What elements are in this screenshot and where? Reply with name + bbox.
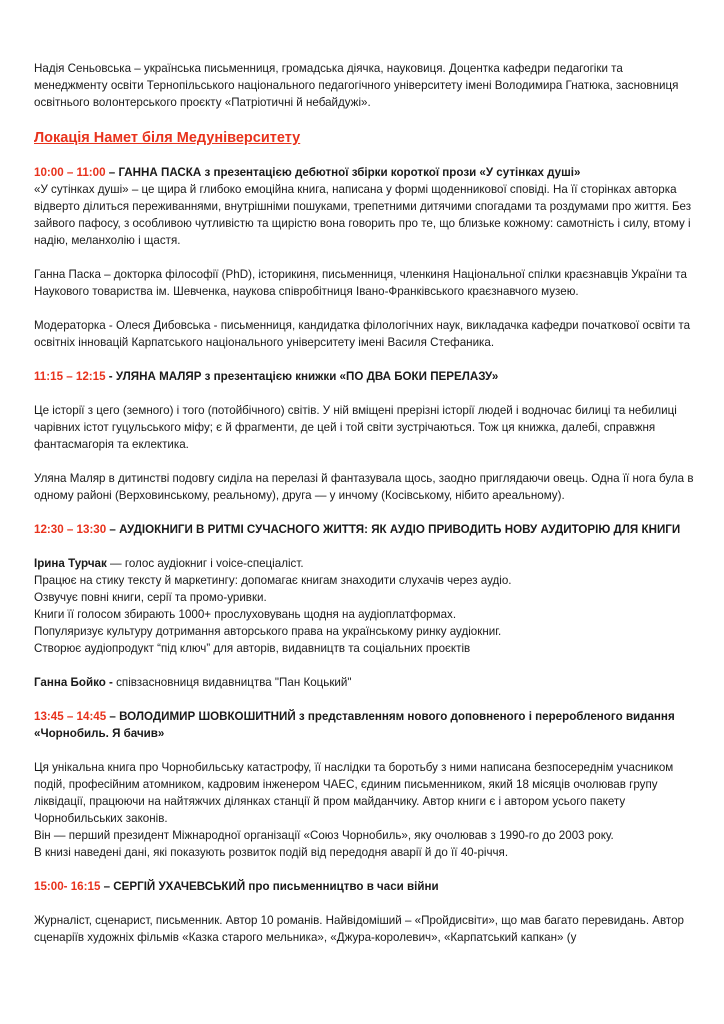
speaker-line: Створює аудіопродукт “під ключ” для авторів, видавництв та соціальних проєктів [34,642,471,655]
speaker-list [34,555,694,657]
event-paragraph: Це історії з цего (земного) і того (потойбічного) світів. У ній вміщені прерізні історії людей і водночас билиці та небилиці чарівних істот гуцульського міфу; є й фрагменти, де цей і той світи зустрічаються. Тож ця книжка, далебі, справжня фантасмагорія та еклектика. [34,404,677,451]
event-time: 10:00 – 11:00 [34,166,106,179]
intro-paragraph: Надія Сеньовська – українська письменниця, громадська діячка, науковиця. Доцентка кафедри педагогіки та менеджменту освіти Тернопільського національного педагогічного університету імені Володимира Гнатюка, засновниця освітнього волонтерського проєкту «Патріотичні й небайдужі». [34,62,679,109]
event-time: 12:30 – 13:30 [34,523,107,536]
event-paragraph: Модераторка - Олеся Дибовська - письменниця, кандидатка філологічних наук, викладачка кафедри початкової освіти та освітніх інновацій Карпатського національного університету імені Василя Стефаника. [34,319,691,349]
event-heading [34,521,694,538]
speaker-desc: — голос аудіокниг і voice-спеціаліст. [106,557,304,570]
event-paragraph: Він — перший президент Міжнародної організації «Союз Чорнобиль», яку очолював з 1990-го до 2003 року. [34,829,614,842]
speaker-name: Ірина Турчак [34,557,107,570]
event-heading [34,368,694,385]
location-title: Локація Намет біля Медуніверситету [34,130,301,146]
event-time: 13:45 – 14:45 [34,710,107,723]
event-paragraph: Журналіст, сценарист, письменник. Автор 10 романів. Найвідоміший – «Пройдисвіти», що мав багато перевидань. Автор сценаріїв художніх фільмів «Казка старого мельника», «Джура-королевич», «Карпатський капкан» (у [34,914,685,944]
speaker-line: Книги її голосом збирають 1000+ прослуховувань щодня на аудіоплатформах. [34,608,457,621]
event-time: 15:00- 16:15 [34,880,101,893]
event-title: – ГАННА ПАСКА з презентацією дебютної збірки короткої прози «У сутінках душі» [105,166,581,179]
event-heading [34,878,694,895]
speaker-line: Популяризує культуру дотримання авторського права на українському ринку аудіокниг. [34,625,502,638]
event-title: – АУДІОКНИГИ В РИТМІ СУЧАСНОГО ЖИТТЯ: ЯК АУДІО ПРИВОДИТЬ НОВУ АУДИТОРІЮ ДЛЯ КНИГИ [106,523,681,536]
event-title: – СЕРГІЙ УХАЧЕВСЬКИЙ про письменництво в часи війни [100,880,439,893]
event-paragraph: В книзі наведені дані, які показують розвиток подій від передодня аварії й до її 40-річчя. [34,846,509,859]
event-heading [34,164,694,181]
speaker-desc: співзасновниця видавництва "Пан Коцький" [116,676,352,689]
event-title: - УЛЯНА МАЛЯР з презентацією книжки «ПО ДВА БОКИ ПЕРЕЛАЗУ» [105,370,499,383]
event-heading [34,708,694,742]
event-paragraph: Уляна Маляр в дитинстві подовгу сиділа на перелазі й фантазувала щось, заодно приглядаючи овець. Одна її нога була в одному районі (Верховинському, реальному), друга — у инчому (Косівському, нібито ареальному). [34,472,694,502]
speaker-line [34,674,694,691]
event-paragraph: «У сутінках душі» – це щира й глибоко емоційна книга, написана у формі щоденникової сповіді. На її сторінках авторка відверто ділиться переживаннями, внутрішніми пошуками, трепетними дитячими спогадами та роздумами про життя. Без зайвого пафосу, з особливою чутливістю та щирістю вона говорить про те, що близьке кожному: самотність і силу, втому і надію, меланхолію і щастя. [34,183,692,247]
speaker-line: Працює на стику тексту й маркетингу: допомагає книгам знаходити слухачів через аудіо. [34,574,512,587]
event-title: – ВОЛОДИМИР ШОВКОШИТНИЙ з представленням нового доповненого і переробленого видання «Чорнобиль. Я бачив» [34,710,675,740]
event-paragraph: Ця унікальна книга про Чорнобильську катастрофу, її наслідки та боротьбу з ними написана безпосереднім учасником подій, професійним атомником, кадровим інженером ЧАЕС, єдиним письменником, який 18 місяців очолював групу ліквідації, працюючи на найтяжчих ділянках станції й пром майданчику. Автор книги є і автором усього пакету Чорнобильських законів. [34,761,674,825]
speaker-line [34,555,694,572]
speaker-line: Озвучує повні книги, серії та промо-уривки. [34,591,267,604]
event-time: 11:15 – 12:15 [34,370,106,383]
event-paragraph: Ганна Паска – докторка філософії (PhD), історикиня, письменниця, членкиня Національної спілки краєзнавців України та Наукового товариства ім. Шевченка, наукова співробітниця Івано-Франківського краєзнавчого музею. [34,268,687,298]
speaker-name: Ганна Бойко - [34,676,117,689]
